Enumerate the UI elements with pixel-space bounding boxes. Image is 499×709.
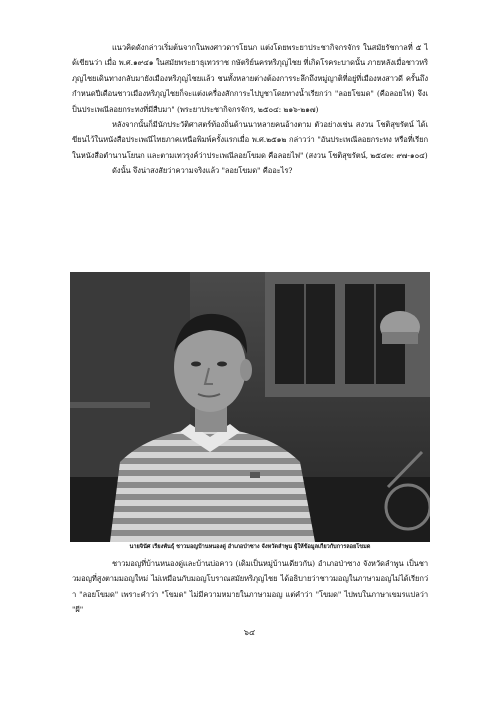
- page-number: ๖๔: [243, 628, 256, 637]
- photo-caption: นายจินัศ เรียงพันธุ์ ชาวมอญบ้านหนองดู่ อำเภอป่าซาง จังหวัดลำพูน ผู้ให้ข้อมูลเกี่ยวกับการลอยโขมด: [129, 544, 371, 550]
- paragraph-2: หลังจากนั้นก็มีนักประวัติศาสตร์ท้องถิ่นด้านนาหลายคนอ้างตาม ตัวอย่างเช่น สงวน โชติสุขรัตน์ ได้เขียนไว้ในหนังสือประเพณีไทยภาคเหนือพิมพ์ครั้งแรกเมื่อ พ.ศ.๒๕๑๒ กล่าวว่า "อันประเพณีลอยกระทง หรือที่เรียกในหนังสือตำนานโยนก และตามเทวรุงค์ว่าประเพณีลอยโขมด คือลอยไฟ" (สงวน โชติสุขรัตน์, ๒๕๔๓: ๙๗-๑๐๔): [72, 120, 428, 160]
- lower-text-block: [72, 556, 428, 618]
- paragraph-3: ดังนั้น จึงน่าสงสัยว่าความจริงแล้ว "ลอยโขมด" คืออะไร?: [112, 166, 293, 176]
- photo-illustration: [70, 272, 430, 542]
- paragraph-4: ชาวมอญที่บ้านหนองดู่และบ้านบ่อคาว (เดิมเป็นหมู่บ้านเดียวกัน) อำเภอป่าซาง จังหวัดลำพูน เป็นชาวมอญที่สูงตามมอญใหม่ ไม่เหมือนกับมอญโบราณสมัยหริภุญไชย ได้อธิบายว่าชาวมอญในภาษามอญไม่ได้เรียกว่า "ลอยโขมด" เพราะคำว่า "โขมด" ไม่มีความหมายในภาษามอญ แต่คำว่า "โขมด" ไปพบในภาษาเขมรแปลว่า "ผี": [72, 559, 428, 615]
- paragraph-1: แนวคิดดังกล่าวเริ่มต้นจากในพงศาวดารโยนก แต่งโดยพระยาประชากิจกรจักร ในสมัยรัชกาลที่ ๕ ได้เขียนว่า เมื่อ พ.ศ.๑๙๔๑ ในสมัยพระยาธุเทวราช กษัตริย์นครหริภุญไชย ที่เกิดโรคระบาดนั้น ภายหลังเมื่อชาวหริภุญไชยเดินทางกลับมายังเมืองหริภุญไชยแล้ว ชนทั้งหลายต่างต้องการระลึกถึงหมู่ญาติที่อยู่ที่เมืองหงสาวดี ครั้นถึงกำหนดปีเดือนชาวเมืองหริภุญไชยก็จะแต่งเครื่องสักการะไปบูชาโดยทางน้ำเรียกว่า "ลอยโขมด" (คือลอยไฟ) จึงเป็นประเพณีลอยกระทงที่มีสืบมา" (พระยาประชากิจกรจักร, ๒๕๐๔: ๒๑๖-๒๑๗): [72, 43, 428, 114]
- upper-text-block: [72, 40, 428, 179]
- portrait-photo: [70, 272, 430, 542]
